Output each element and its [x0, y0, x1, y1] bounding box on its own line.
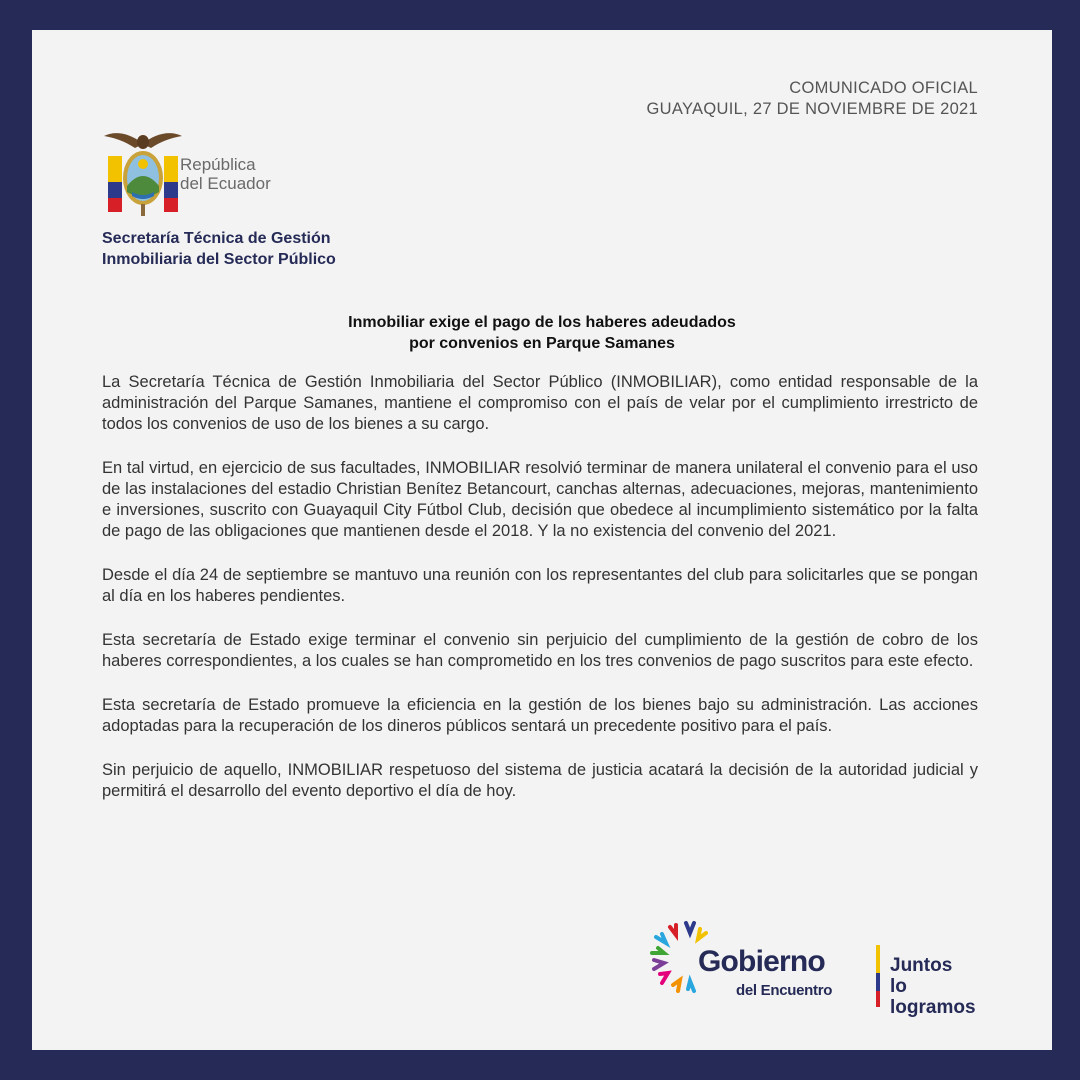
paragraph: Sin perjuicio de aquello, INMOBILIAR respetuoso del sistema de justicia acatará la decisión de la autoridad judicial y permitirá el desarrollo del evento deportivo el día de hoy.	[102, 761, 978, 800]
logo-word: Gobierno	[698, 945, 825, 978]
press-body	[102, 372, 978, 825]
logo-sub: del Encuentro	[736, 982, 833, 999]
paragraph: Desde el día 24 de septiembre se mantuvo una reunión con los representantes del club para solicitarles que se pongan al día en los haberes pendientes.	[102, 566, 978, 605]
press-headline: Inmobiliar exige el pago de los haberes adeudados por convenios en Parque Samanes	[348, 314, 736, 352]
secretaria-name: Secretaría Técnica de Gestión Inmobiliaria del Sector Público	[102, 230, 336, 268]
slogan: Juntos lo logramos	[890, 955, 976, 1018]
tricolor-divider	[876, 945, 880, 1007]
paragraph: Esta secretaría de Estado promueve la eficiencia en la gestión de los bienes bajo su administración. Las acciones adoptadas para la recuperación de los dineros públicos sentará un precedente positivo para el país.	[102, 696, 978, 735]
header-title: COMUNICADO OFICIAL	[789, 79, 978, 97]
paragraph: En tal virtud, en ejercicio de sus facultades, INMOBILIAR resolvió terminar de manera unilateral el convenio para el uso de las instalaciones del estadio Christian Benítez Betancourt, canchas alternas, adecuaciones, mejoras, mantenimiento e inversiones, suscrito con Guayaquil City Fútbol Club, decisión que obedece al incumplimiento sistemático por la falta de pago de las obligaciones que mantienen desde el 2018. Y la no existencia del convenio del 2021.	[102, 459, 978, 540]
document-sheet	[32, 30, 1052, 1050]
paragraph: La Secretaría Técnica de Gestión Inmobiliaria del Sector Público (INMOBILIAR), como entidad responsable de la administración del Parque Samanes, mantiene el compromiso con el país de velar por el cumplimiento irrestricto de todos los convenios de uso de los bienes a su cargo.	[102, 373, 978, 433]
header-date: GUAYAQUIL, 27 DE NOVIEMBRE DE 2021	[646, 100, 978, 118]
republica-ecuador-label: República del Ecuador	[180, 155, 271, 193]
paragraph: Esta secretaría de Estado exige terminar el convenio sin perjuicio del cumplimiento de la gestión de cobro de los haberes correspondientes, a los cuales se han comprometido en los tres convenios de pago suscritos para este efecto.	[102, 631, 978, 670]
official-header	[647, 78, 978, 120]
gobierno-del-encuentro-logo	[648, 915, 983, 1018]
ecuador-coat-of-arms-icon	[102, 126, 184, 218]
